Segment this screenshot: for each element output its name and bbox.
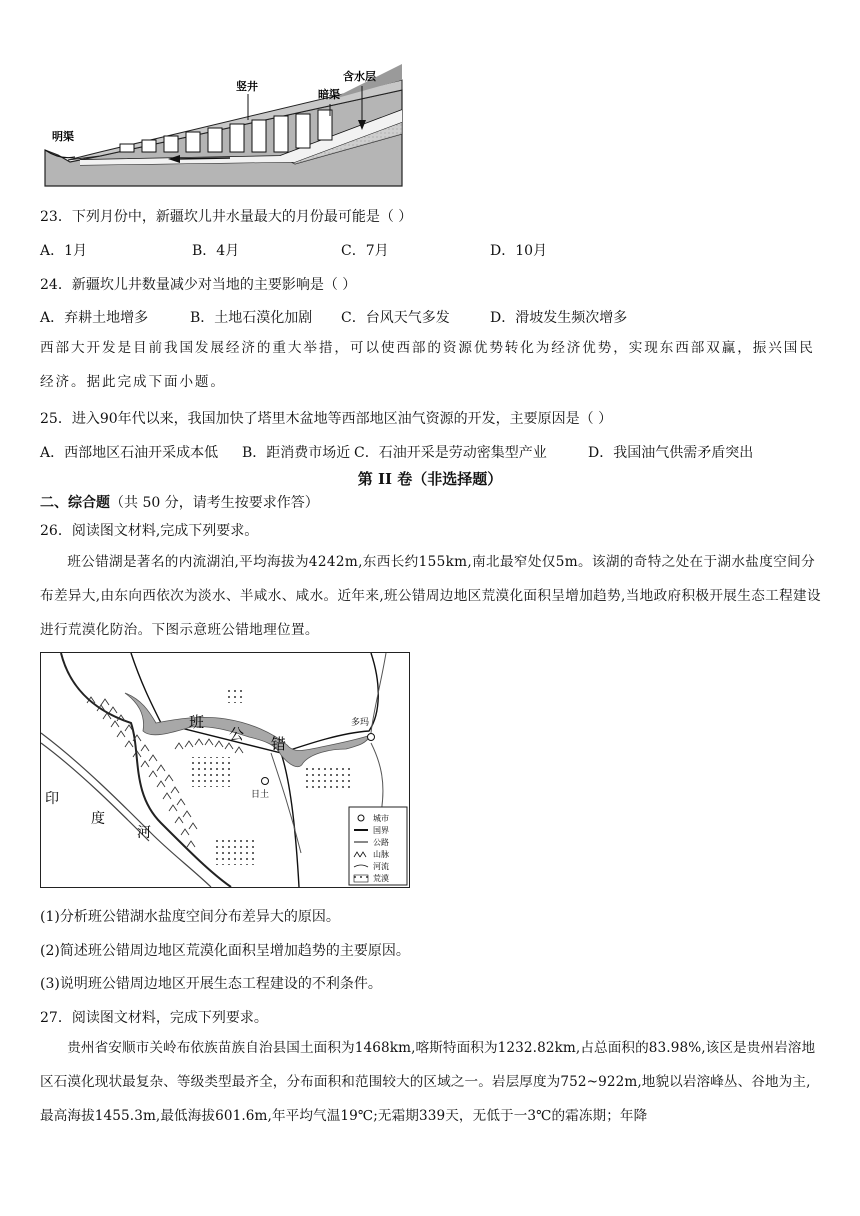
question-25: 25．进入90年代以来，我国加快了塔里木盆地等西部地区油气资源的开发，主要原因是（ ）: [40, 411, 613, 427]
lake-char-1: 班: [189, 713, 205, 731]
q23-option-d[interactable]: D．10月: [490, 243, 548, 259]
intro-west-paragraph: 西部大开发是目前我国发展经济的重大举措，可以使西部的资源优势转化为经济优势，实现东西部双赢，振兴国民经济。据此完成下面小题。: [40, 340, 815, 390]
q23-option-a[interactable]: A．1月: [40, 243, 88, 259]
q24-option-c[interactable]: C．台风天气多发: [341, 310, 450, 326]
city-label-duoma: 多玛: [351, 718, 370, 728]
q25-option-d[interactable]: D．我国油气供需矛盾突出: [588, 445, 754, 461]
q26-sub-2: (2)简述班公错周边地区荒漠化面积呈增加趋势的主要原因。: [40, 943, 410, 959]
label-aquifer: 含水层: [343, 70, 376, 83]
section-subtitle-bold: 二、综合题: [40, 495, 110, 511]
bangong-map-svg: [41, 653, 409, 887]
label-hidden-canal: 暗渠: [318, 88, 340, 101]
q24-option-d[interactable]: D．滑坡发生频次增多: [490, 310, 628, 326]
city-ritu: [262, 778, 269, 785]
q24-option-b[interactable]: B．土地石漠化加剧: [190, 310, 313, 326]
karez-diagram: [40, 60, 410, 190]
bangong-lake: [125, 693, 371, 767]
map-legend: [349, 807, 407, 885]
question-27-paragraph: 贵州省安顺市关岭布依族苗族自治县国土面积为1468km,喀斯特面积为1232.82km,占总面积的83.98%,该区是贵州岩溶地区石漠化现状最复杂、等级类型最齐全，分布面积和范围较大的区域之一。岩层厚度为752~922m,地貌以岩溶峰丛、谷地为主,最高海拔1455.3m,最低海拔601.6m,年平均气温19℃;无霜期339天，无低于一3℃的霜冻期；年降: [40, 1040, 816, 1124]
q26-sub-3: (3)说明班公错周边地区开展生态工程建设的不利条件。: [40, 976, 382, 992]
legend-desert: 荒漠: [373, 874, 389, 883]
river-char-3: 河: [137, 825, 151, 841]
question-23: 23．下列月份中，新疆坎儿井水量最大的月份最可能是（ ）: [40, 209, 413, 225]
q25-option-b[interactable]: B．距消费市场近: [242, 445, 351, 461]
river-char-1: 印: [45, 791, 59, 807]
q25-option-c[interactable]: C．石油开采是劳动密集型产业: [354, 445, 547, 461]
q26-sub-1: (1)分析班公错湖水盐度空间分布差异大的原因。: [40, 909, 340, 925]
section-subtitle: [40, 492, 319, 512]
karez-figure: [40, 60, 410, 190]
lake-char-3: 错: [271, 735, 287, 753]
q24-option-a[interactable]: A．弃耕土地增多: [40, 310, 149, 326]
lake-char-2: 公: [229, 725, 245, 743]
bangong-map: [40, 652, 410, 888]
legend-border: 国界: [373, 826, 389, 835]
label-vertical-well: 竖井: [236, 80, 258, 93]
flow-arrow: [175, 158, 230, 159]
section-title: 第 II 卷（非选择题）: [357, 470, 503, 488]
label-open-canal: 明渠: [52, 130, 74, 143]
river-char-2: 度: [91, 811, 105, 827]
question-27-heading: 27．阅读图文材料，完成下列要求。: [40, 1010, 268, 1026]
question-26-heading: 26．阅读图文材料,完成下列要求。: [40, 523, 259, 539]
question-24: 24．新疆坎儿井数量减少对当地的主要影响是（ ）: [40, 277, 357, 293]
city-duoma: [368, 734, 375, 741]
q25-option-a[interactable]: A．西部地区石油开采成本低: [40, 445, 219, 461]
q23-option-c[interactable]: C．7月: [341, 243, 389, 259]
desert-area: [225, 689, 243, 703]
question-26-paragraph: 班公错湖是著名的内流湖泊,平均海拔为4242m,东西长约155km,南北最窄处仅5m。该湖的奇特之处在于湖水盐度空间分布差异大,由东向西依次为淡水、半咸水、咸水。近年来,班公错周边地区荒漠化面积呈增加趋势,当地政府积极开展生态工程建设进行荒漠化防治。下图示意班公错地理位置。: [40, 554, 821, 638]
q23-option-b[interactable]: B．4月: [192, 243, 240, 259]
indus-river: [41, 733, 211, 887]
legend-river: 河流: [373, 862, 389, 871]
legend-city: 城市: [373, 814, 389, 823]
legend-road: 公路: [373, 838, 389, 847]
legend-mountain: 山脉: [373, 850, 389, 859]
section-subtitle-rest: （共 50 分，请考生按要求作答）: [110, 495, 319, 511]
city-label-ritu: 日土: [251, 790, 270, 800]
